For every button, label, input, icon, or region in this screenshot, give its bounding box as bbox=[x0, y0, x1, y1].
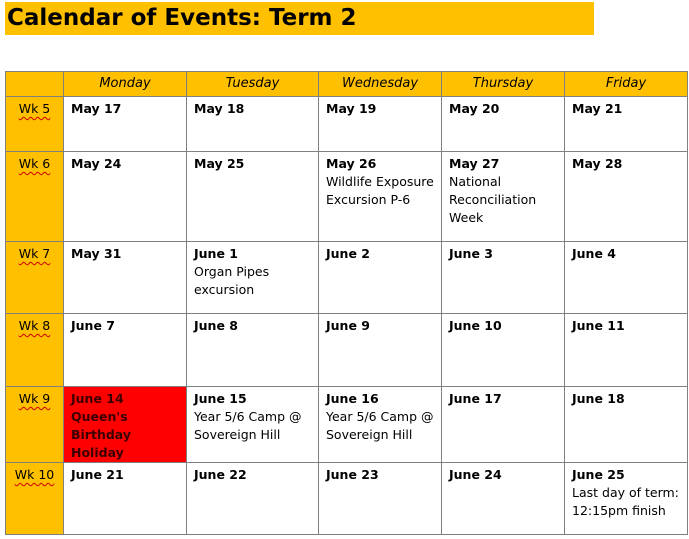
date-label: June 23 bbox=[326, 467, 379, 482]
date-label: May 21 bbox=[572, 101, 623, 116]
day-header: Monday bbox=[64, 72, 187, 97]
week-row bbox=[6, 314, 688, 387]
day-header: Thursday bbox=[442, 72, 565, 97]
day-cell bbox=[64, 97, 187, 152]
date-label: May 27 bbox=[449, 156, 500, 171]
day-cell bbox=[187, 242, 319, 314]
day-cell bbox=[187, 97, 319, 152]
week-label: Wk 9 bbox=[18, 391, 51, 406]
date-label: May 28 bbox=[572, 156, 623, 171]
day-cell bbox=[442, 314, 565, 387]
date-label: June 21 bbox=[71, 467, 124, 482]
day-cell bbox=[187, 152, 319, 242]
event-text: Reconciliation bbox=[449, 192, 537, 207]
day-cell bbox=[442, 242, 565, 314]
week-label-cell bbox=[6, 97, 64, 152]
event-text: 12:15pm finish bbox=[572, 503, 666, 518]
date-label: May 31 bbox=[71, 246, 122, 261]
week-label: Wk 5 bbox=[18, 101, 51, 116]
event-text: excursion bbox=[194, 282, 255, 297]
week-row bbox=[6, 97, 688, 152]
day-cell bbox=[187, 314, 319, 387]
day-cell bbox=[565, 463, 688, 535]
event-text: Sovereign Hill bbox=[194, 427, 281, 442]
day-header: Wednesday bbox=[319, 72, 442, 97]
date-label: June 10 bbox=[449, 318, 502, 333]
day-cell bbox=[442, 152, 565, 242]
title-banner bbox=[5, 2, 594, 35]
day-cell bbox=[565, 314, 688, 387]
day-cell bbox=[319, 152, 442, 242]
week-label-cell bbox=[6, 314, 64, 387]
date-label: May 26 bbox=[326, 156, 377, 171]
date-label: June 17 bbox=[449, 391, 502, 406]
date-label: June 7 bbox=[71, 318, 115, 333]
day-cell bbox=[442, 387, 565, 463]
week-label-cell bbox=[6, 152, 64, 242]
page-title: Calendar of Events: Term 2 bbox=[7, 5, 357, 31]
week-label-cell bbox=[6, 463, 64, 535]
date-label: May 18 bbox=[194, 101, 245, 116]
calendar-table bbox=[5, 71, 688, 535]
date-label: June 25 bbox=[572, 467, 625, 482]
event-text: Wildlife Exposure bbox=[326, 174, 434, 189]
date-label: May 24 bbox=[71, 156, 122, 171]
event-text: Queen's Birthday bbox=[71, 409, 131, 442]
date-label: June 22 bbox=[194, 467, 247, 482]
date-label: June 2 bbox=[326, 246, 370, 261]
day-cell bbox=[187, 463, 319, 535]
event-text: Holiday bbox=[71, 445, 124, 460]
day-cell bbox=[565, 387, 688, 463]
day-cell bbox=[319, 387, 442, 463]
date-label: May 20 bbox=[449, 101, 500, 116]
date-label: June 3 bbox=[449, 246, 493, 261]
week-row bbox=[6, 242, 688, 314]
week-label: Wk 10 bbox=[14, 467, 55, 482]
week-row bbox=[6, 152, 688, 242]
date-label: June 15 bbox=[194, 391, 247, 406]
event-text: Organ Pipes bbox=[194, 264, 270, 279]
day-cell bbox=[319, 314, 442, 387]
day-cell bbox=[187, 387, 319, 463]
date-label: May 25 bbox=[194, 156, 245, 171]
event-text: Last day of term: bbox=[572, 485, 679, 500]
day-cell bbox=[64, 152, 187, 242]
day-cell bbox=[442, 97, 565, 152]
date-label: June 1 bbox=[194, 246, 238, 261]
header-row bbox=[6, 72, 688, 97]
event-text: Year 5/6 Camp @ bbox=[326, 409, 434, 424]
day-header: Tuesday bbox=[187, 72, 319, 97]
day-cell bbox=[565, 242, 688, 314]
day-cell bbox=[565, 152, 688, 242]
event-text: Sovereign Hill bbox=[326, 427, 413, 442]
day-cell bbox=[319, 463, 442, 535]
date-label: June 16 bbox=[326, 391, 379, 406]
event-text: Year 5/6 Camp @ bbox=[194, 409, 302, 424]
day-cell bbox=[64, 387, 187, 463]
corner-cell bbox=[6, 72, 64, 97]
date-label: May 19 bbox=[326, 101, 377, 116]
date-label: June 11 bbox=[572, 318, 625, 333]
event-text: Week bbox=[449, 210, 484, 225]
day-cell bbox=[319, 97, 442, 152]
day-cell bbox=[64, 463, 187, 535]
day-cell bbox=[565, 97, 688, 152]
date-label: June 14 bbox=[71, 391, 124, 406]
week-row bbox=[6, 387, 688, 463]
day-cell bbox=[442, 463, 565, 535]
week-label: Wk 8 bbox=[18, 318, 51, 333]
date-label: June 8 bbox=[194, 318, 238, 333]
date-label: June 24 bbox=[449, 467, 502, 482]
day-cell bbox=[64, 242, 187, 314]
week-label-cell bbox=[6, 387, 64, 463]
date-label: June 18 bbox=[572, 391, 625, 406]
date-label: June 4 bbox=[572, 246, 616, 261]
calendar-body bbox=[6, 97, 688, 535]
week-label: Wk 6 bbox=[18, 156, 51, 171]
date-label: June 9 bbox=[326, 318, 370, 333]
week-label: Wk 7 bbox=[18, 246, 51, 261]
date-label: May 17 bbox=[71, 101, 122, 116]
event-text: Excursion P-6 bbox=[326, 192, 411, 207]
day-cell bbox=[64, 314, 187, 387]
day-header: Friday bbox=[565, 72, 688, 97]
event-text: National bbox=[449, 174, 502, 189]
day-cell bbox=[319, 242, 442, 314]
week-label-cell bbox=[6, 242, 64, 314]
week-row bbox=[6, 463, 688, 535]
